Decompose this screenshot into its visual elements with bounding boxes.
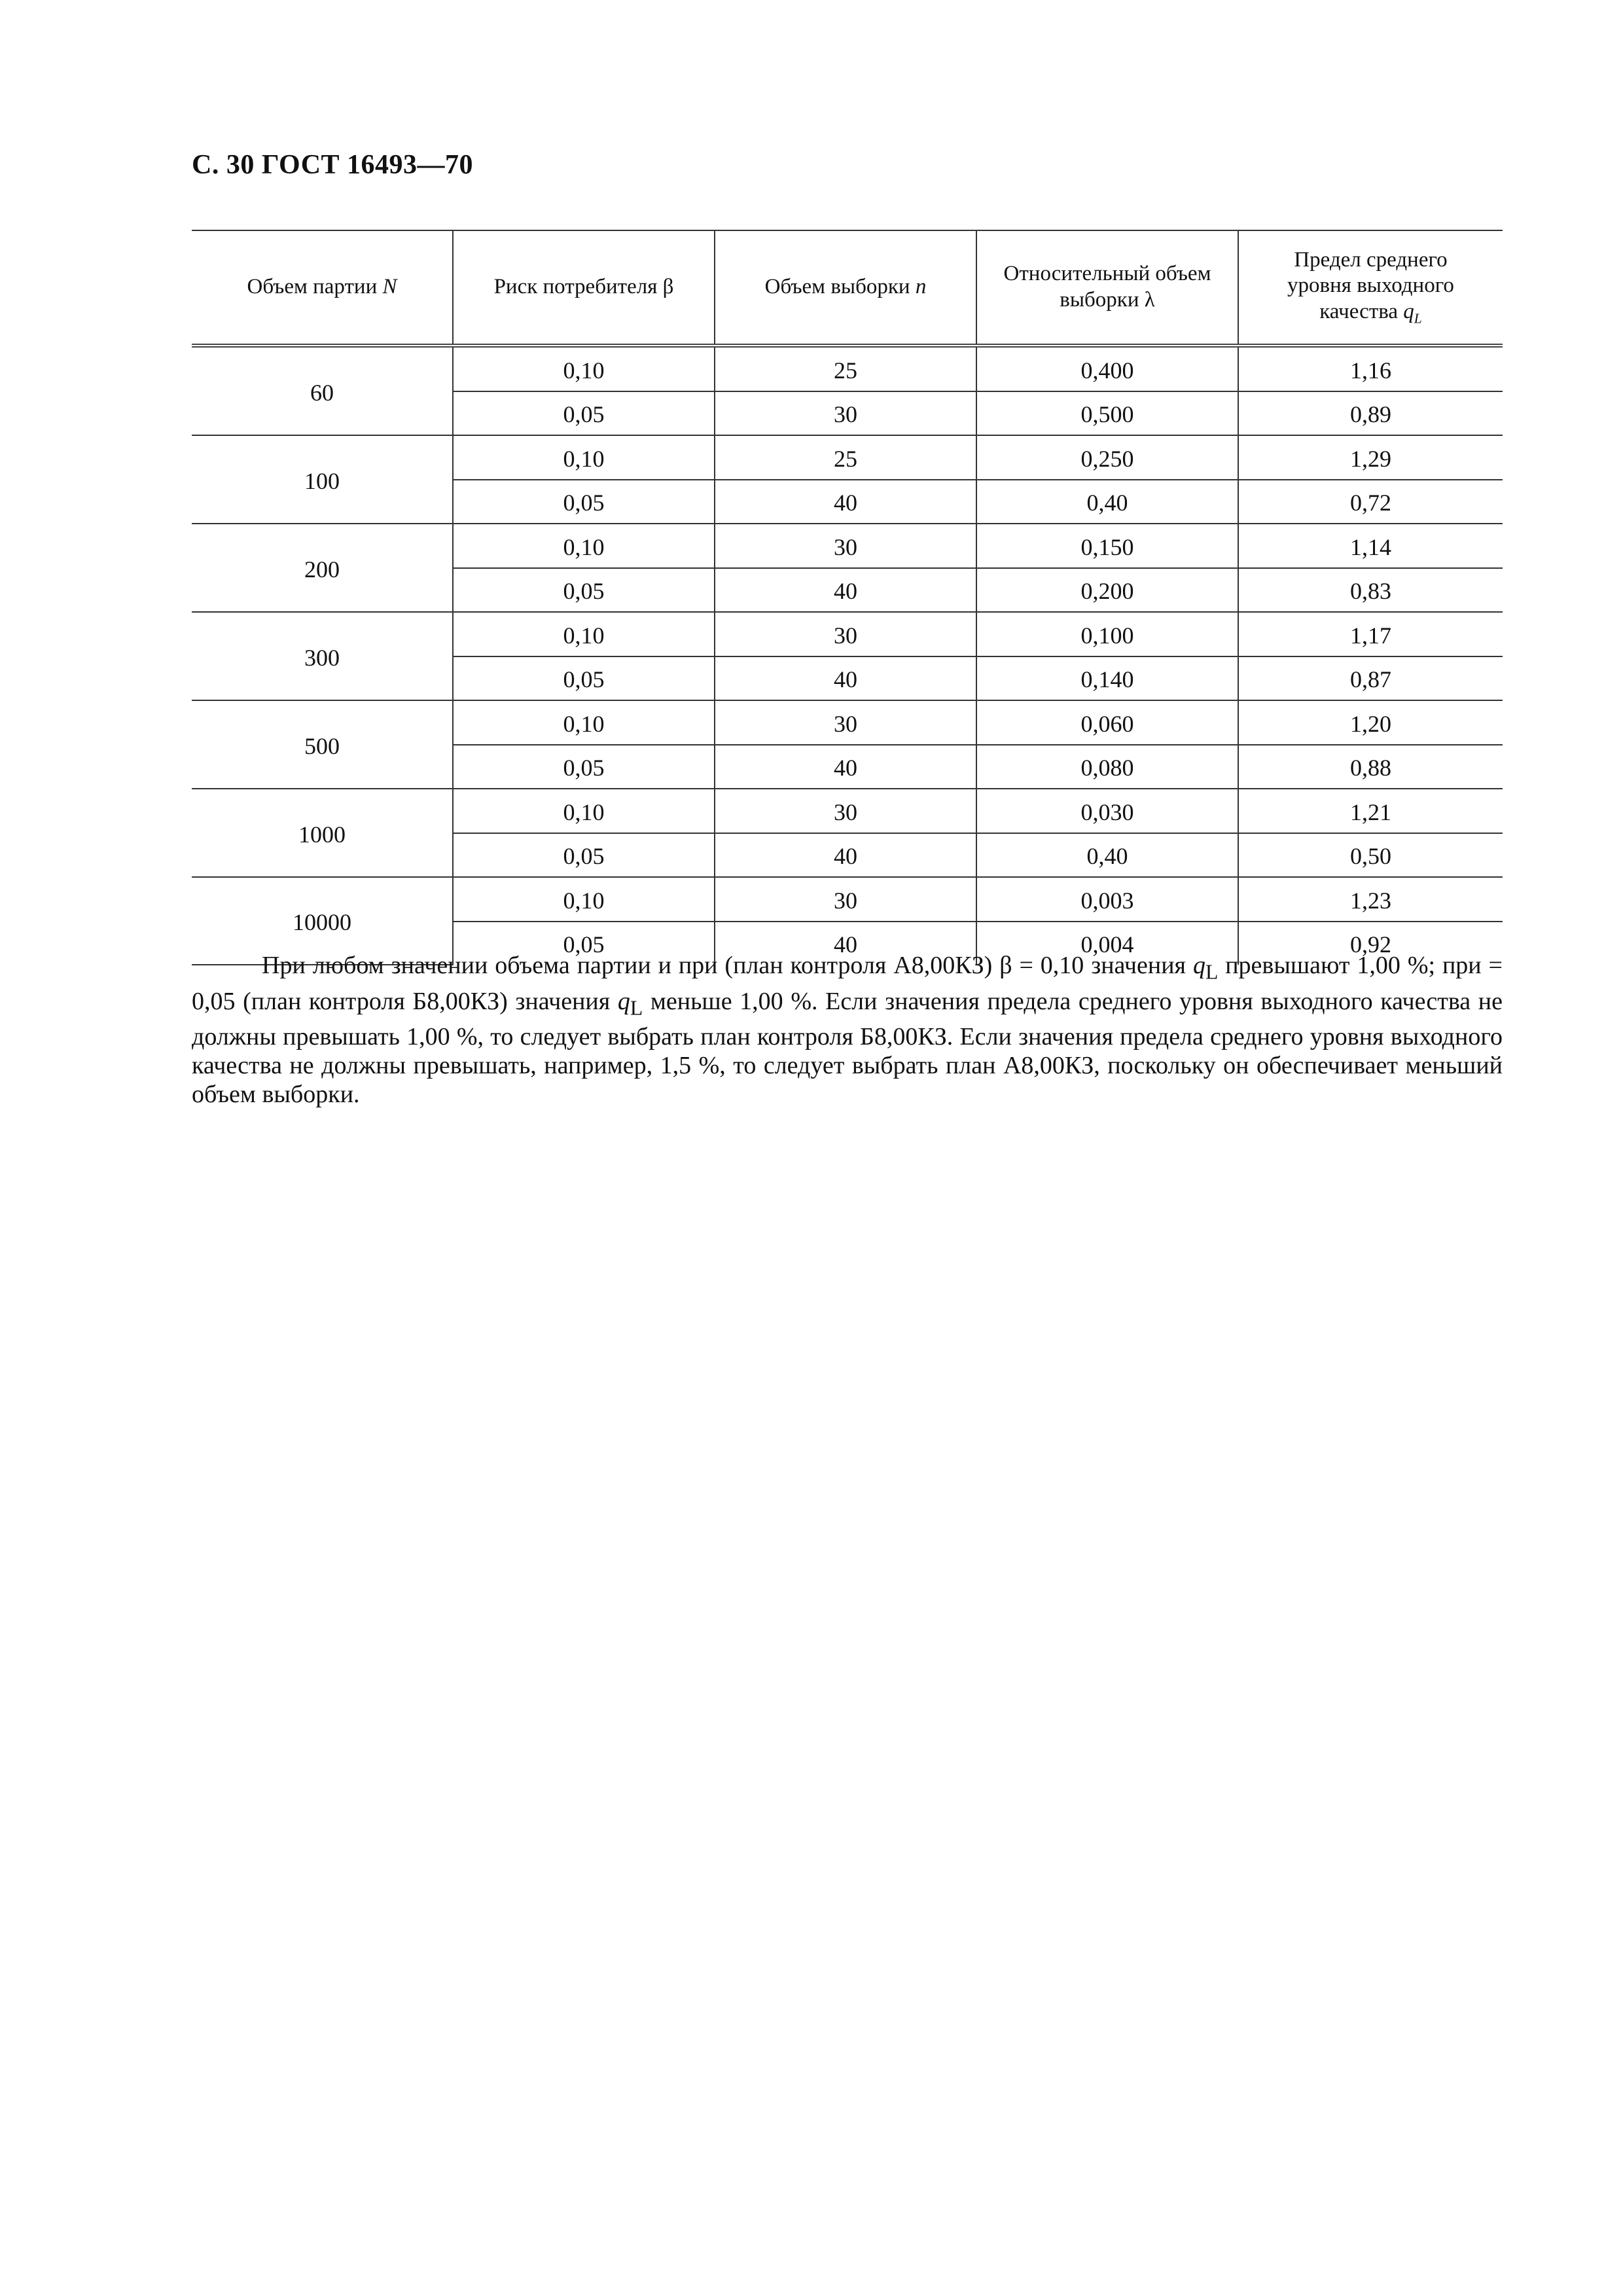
aoql-cell: 0,87: [1238, 656, 1503, 701]
table-row: [192, 524, 1503, 568]
sample-size-cell: 40: [715, 745, 976, 789]
table-row: [192, 877, 1503, 922]
lot-size-cell: 200: [192, 524, 453, 612]
lot-size-cell: 500: [192, 700, 453, 789]
relative-sample-size-cell: 0,100: [976, 612, 1238, 656]
header-aoql: Предел среднего уровня выходного качества $q_L$: [1238, 230, 1503, 346]
sample-size-cell: 30: [715, 877, 976, 922]
consumer-risk-cell: 0,05: [453, 568, 715, 613]
sample-size-cell: 30: [715, 391, 976, 436]
sample-size-cell: 30: [715, 789, 976, 833]
header-sample-size: Объем выборки n: [715, 230, 976, 346]
relative-sample-size-cell: 0,080: [976, 745, 1238, 789]
consumer-risk-cell: 0,05: [453, 922, 715, 965]
lot-size-cell: 300: [192, 612, 453, 700]
lot-size-cell: 60: [192, 346, 453, 435]
aoql-cell: 1,21: [1238, 789, 1503, 833]
aoql-cell: 1,20: [1238, 700, 1503, 745]
relative-sample-size-cell: 0,150: [976, 524, 1238, 568]
consumer-risk-cell: 0,10: [453, 346, 715, 391]
lot-size-cell: 10000: [192, 877, 453, 965]
sample-size-cell: 25: [715, 435, 976, 480]
table-row: [192, 435, 1503, 480]
relative-sample-size-cell: 0,030: [976, 789, 1238, 833]
sample-size-cell: 40: [715, 922, 976, 965]
sample-size-cell: 30: [715, 612, 976, 656]
body-paragraph: [192, 951, 1503, 1109]
header-consumer-risk: Риск потребителя β: [453, 230, 715, 346]
table-row: [192, 346, 1503, 391]
relative-sample-size-cell: 0,140: [976, 656, 1238, 701]
sample-size-cell: 30: [715, 524, 976, 568]
lot-size-cell: 100: [192, 435, 453, 524]
consumer-risk-cell: 0,10: [453, 524, 715, 568]
aoql-cell: 0,88: [1238, 745, 1503, 789]
page-header: С. 30 ГОСТ 16493—70: [192, 150, 474, 180]
aoql-cell: 0,72: [1238, 480, 1503, 524]
aoql-cell: 1,23: [1238, 877, 1503, 922]
aoql-cell: 1,14: [1238, 524, 1503, 568]
consumer-risk-cell: 0,10: [453, 435, 715, 480]
header-relative-sample-size: Относительный объем выборки λ: [976, 230, 1238, 346]
table-row: [192, 789, 1503, 833]
sampling-plan-table: [192, 230, 1503, 965]
paragraph-text: При любом значении объема партии и при (план контроля А8,00КЗ) β = 0,10 значения $q_L$ превышают 1,00 %; при = 0,05 (план контроля Б8,00КЗ) значения $q_L$ меньше 1,00 %. Если значения предела среднего уровня выходного качества не должны превышать 1,00 %, то следует выбрать план контроля Б8,00КЗ. Если значения предела среднего уровня выходного качества не должны превышать, например, 1,5 %, то следует выбрать план А8,00КЗ, поскольку он обеспечивает меньший объем выборки.: [192, 952, 1503, 1109]
relative-sample-size-cell: 0,500: [976, 391, 1238, 436]
aoql-cell: 0,89: [1238, 391, 1503, 436]
consumer-risk-cell: 0,10: [453, 789, 715, 833]
aoql-cell: 1,17: [1238, 612, 1503, 656]
sample-size-cell: 40: [715, 833, 976, 878]
aoql-cell: 0,83: [1238, 568, 1503, 613]
relative-sample-size-cell: 0,40: [976, 833, 1238, 878]
aoql-cell: 0,50: [1238, 833, 1503, 878]
relative-sample-size-cell: 0,200: [976, 568, 1238, 613]
consumer-risk-cell: 0,05: [453, 745, 715, 789]
relative-sample-size-cell: 0,060: [976, 700, 1238, 745]
relative-sample-size-cell: 0,004: [976, 922, 1238, 965]
consumer-risk-cell: 0,05: [453, 480, 715, 524]
sample-size-cell: 40: [715, 480, 976, 524]
sample-size-cell: 25: [715, 346, 976, 391]
table-row: [192, 612, 1503, 656]
relative-sample-size-cell: 0,250: [976, 435, 1238, 480]
consumer-risk-cell: 0,05: [453, 656, 715, 701]
consumer-risk-cell: 0,05: [453, 833, 715, 878]
sample-size-cell: 40: [715, 568, 976, 613]
lot-size-cell: 1000: [192, 789, 453, 877]
consumer-risk-cell: 0,05: [453, 391, 715, 436]
consumer-risk-cell: 0,10: [453, 877, 715, 922]
table-body: [192, 346, 1503, 965]
aoql-cell: 0,92: [1238, 922, 1503, 965]
table-row: [192, 700, 1503, 745]
relative-sample-size-cell: 0,40: [976, 480, 1238, 524]
table-header-row: [192, 230, 1503, 346]
aoql-cell: 1,16: [1238, 346, 1503, 391]
sample-size-cell: 40: [715, 656, 976, 701]
aoql-cell: 1,29: [1238, 435, 1503, 480]
header-lot-size: Объем партии N: [192, 230, 453, 346]
consumer-risk-cell: 0,10: [453, 612, 715, 656]
relative-sample-size-cell: 0,400: [976, 346, 1238, 391]
consumer-risk-cell: 0,10: [453, 700, 715, 745]
relative-sample-size-cell: 0,003: [976, 877, 1238, 922]
sample-size-cell: 30: [715, 700, 976, 745]
